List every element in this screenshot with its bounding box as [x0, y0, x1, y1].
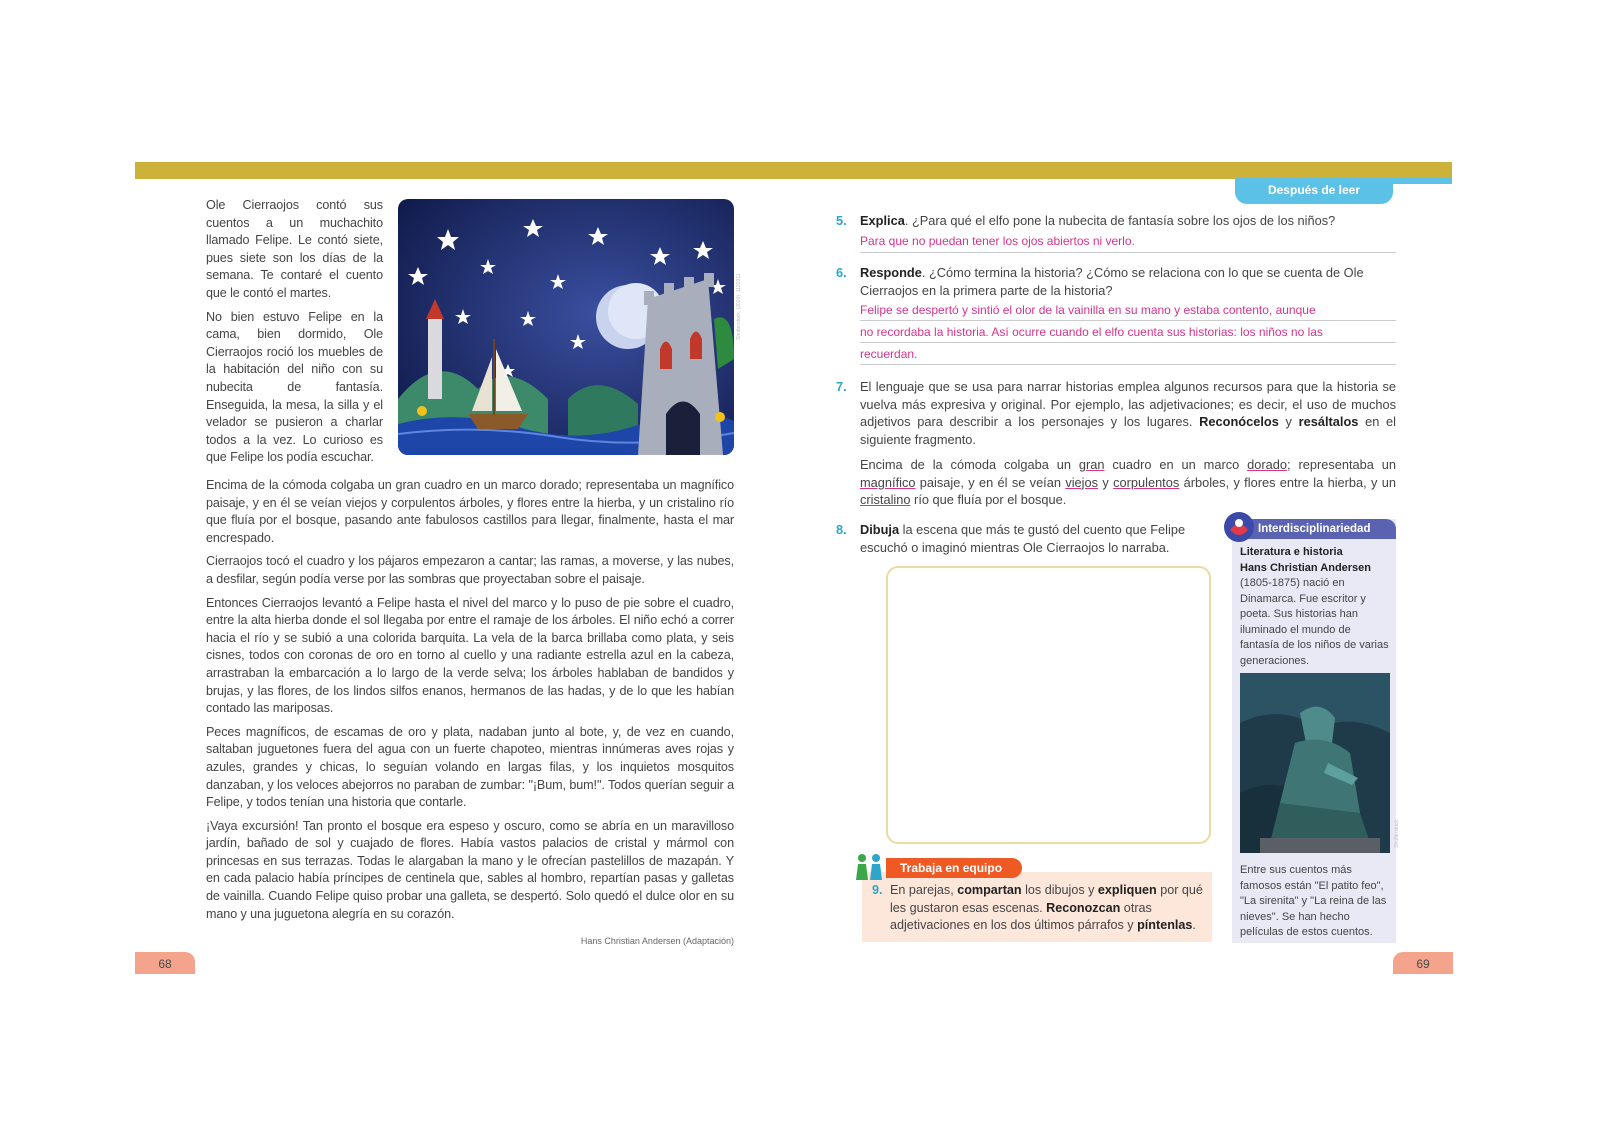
highlighted-adjective[interactable]: magnífico	[860, 474, 916, 490]
question-keyword: Dibuja	[860, 522, 900, 537]
highlighted-adjective[interactable]: cristalino	[860, 492, 911, 507]
top-color-bar	[135, 162, 1452, 179]
team-text-segment: por qué les gustaron esas escenas.	[890, 883, 1203, 915]
interdisciplinary-title: Literatura e historia	[1240, 546, 1343, 558]
question-text: en el siguiente fragmento.	[860, 414, 1397, 447]
night-castle-illustration	[398, 199, 734, 455]
question-number: 9.	[872, 883, 883, 897]
question-keyword: Explica	[860, 213, 905, 228]
highlighted-adjective[interactable]: viejos	[1065, 474, 1099, 490]
story-paragraph: Ole Cierraojos contó sus cuentos a un muchachito llamado Felipe. Le contó siete, pues siete son los días de la semana. Te contaré el cuento que le contó el martes.	[206, 198, 383, 300]
team-keyword: Reconozcan	[1046, 900, 1121, 915]
interdisciplinary-subtitle: Hans Christian Andersen	[1240, 561, 1372, 574]
story-paragraph: Encima de la cómoda colgaba un gran cuadro en un marco dorado; representaba un magnífico paisaje, y en él se veían viejos y corpulentos árboles, y flores entre la hierba, y un cristalino río que fluía por el bosque, pasando ante fabulosos castillos para llegar, finalmente, hasta el mar encrespado.	[206, 478, 734, 545]
andersen-statue-photo	[1240, 673, 1390, 853]
answer-line[interactable]: Para que no puedan tener los ojos abiertos ni verlo.	[860, 230, 1396, 253]
interdisciplinary-footer: Entre sus cuentos más famosos están "El patito feo", "La sirenita" y "La reina de las nieves". Se han hecho películas de estos cuentos.	[1240, 864, 1387, 938]
page-number-left: 68	[135, 952, 195, 974]
highlighted-adjective[interactable]: corpulentos	[1113, 474, 1180, 490]
story-paragraph: ¡Vaya excursión! Tan pronto el bosque era espeso y oscuro, como se abría en un maravilloso jardín, bañado de sol y cuajado de flores. Había vastos palacios de cristal y mármol con princesas en sus terrazas. Todas le alargaban la mano y le ofrecían pastelillos de mazapán. Y en cada palacio había príncipes de centinela que, sables al hombro, repartían pasas y galletas de vainilla. Cuando Felipe quiso probar una galleta, se despertó. Solo quedó el dulce olor en su mano y una juguetona alegría en su corazón.	[206, 818, 734, 921]
question-7	[836, 378, 1397, 509]
photo-credit: Shutterstock	[1394, 820, 1400, 848]
question-number: 6.	[836, 265, 847, 280]
interdisciplinary-bio: (1805-1875) nació en Dinamarca. Fue escritor y poeta. Sus historias han iluminado el mundo de fantasía de los niños de varias generaciones.	[1240, 577, 1389, 667]
question-number: 7.	[836, 379, 847, 394]
story-narrow-column	[206, 197, 383, 473]
question-text: y	[1278, 414, 1299, 429]
story-illustration	[398, 199, 734, 455]
highlighted-adjective[interactable]: dorado;	[1247, 457, 1291, 472]
page-number-right: 69	[1393, 952, 1453, 974]
story-wide-column	[206, 477, 734, 929]
interdisciplinary-badge-icon	[1222, 510, 1256, 544]
fragment-segment: representaba un	[1290, 457, 1396, 472]
answer-line[interactable]: recuerdan.	[860, 343, 1396, 365]
question-keyword: Reconócelos	[1199, 414, 1279, 429]
fragment-segment: y	[1098, 474, 1114, 490]
question-number: 8.	[836, 522, 847, 537]
question-keyword: Responde	[860, 265, 922, 280]
question-text: . ¿Cómo termina la historia? ¿Cómo se relaciona con lo que se cuenta de Ole Cierraojos en la primera parte de la historia?	[860, 265, 1364, 298]
question-text: . ¿Para qué el elfo pone la nubecita de fantasía sobre los ojos de los niños?	[904, 213, 1336, 228]
team-text-segment: .	[1192, 918, 1196, 932]
team-keyword: compartan	[957, 883, 1022, 897]
team-work-box	[862, 858, 1212, 942]
interdisciplinary-tab: Interdisciplinariedad	[1248, 519, 1396, 539]
question-text: la escena que más te gustó del cuento que Felipe escuchó o imaginó mientras Ole Cierraojos lo narraba.	[860, 522, 1186, 555]
answer-line[interactable]: Felipe se despertó y sintió el olor de la vainilla en su mano y estaba contento, aunque	[860, 299, 1396, 321]
answer-block	[860, 299, 1396, 365]
team-people-icon	[852, 852, 886, 882]
highlighted-adjective[interactable]: gran	[1078, 457, 1105, 472]
story-paragraph: Cierraojos tocó el cuadro y los pájaros empezaron a cantar; las ramas, a moverse, y las nubes, a desfilar, según podía verse por las sombras que proyectaban sobre el paisaje.	[206, 554, 734, 586]
question-5	[836, 212, 1396, 253]
team-work-tab: Trabaja en equipo	[886, 858, 1022, 878]
fragment-segment: cuadro en un marco	[1104, 457, 1248, 472]
illustration-credit: Shutterstock, (2020). 1120311	[736, 273, 742, 340]
section-tab-despues-de-leer: Después de leer	[1235, 178, 1393, 204]
question-number: 5.	[836, 213, 847, 228]
question-text: El lenguaje que se usa para narrar historias emplea algunos recursos para que la historia se vuelva más expresiva y original. Por ejemplo, las adjetivaciones; es decir, el uso de muchos adjetivos para describir a los personajes y los lugares.	[860, 379, 1396, 429]
team-text-segment: En parejas,	[890, 883, 958, 897]
question-keyword: resáltalos	[1298, 414, 1359, 429]
fragment-segment: Encima de la cómoda colgaba un	[860, 457, 1079, 472]
story-paragraph: No bien estuvo Felipe en la cama, bien dormido, Ole Cierraojos roció los muebles de la habitación del niño con su nubecita de fantasía. Enseguida, la mesa, la silla y el velador se pusieron a charlar todos a la vez. Lo curioso es que Felipe los podía escuchar.	[206, 309, 383, 465]
statue-image	[1240, 673, 1390, 853]
team-text-segment: los dibujos y	[1021, 883, 1098, 897]
fragment-text	[860, 456, 1396, 509]
answer-line[interactable]: no recordaba la historia. Así ocurre cuando el elfo cuenta sus historias: los niños no las	[860, 321, 1396, 343]
story-credit: Hans Christian Andersen (Adaptación)	[580, 936, 734, 946]
question-6	[836, 264, 1396, 365]
team-text-segment: otras adjetivaciones en los dos últimos párrafos y	[890, 900, 1152, 932]
fragment-segment: árboles, y flores entre la hierba, y un	[1179, 474, 1396, 490]
team-keyword: píntenlas	[1137, 918, 1193, 932]
fragment-segment: paisaje, y en él se veían	[915, 474, 1066, 490]
story-paragraph: Peces magníficos, de escamas de oro y plata, nadaban junto al bote, y, de vez en cuando, saltaban juguetones fuera del agua con un fuerte chapoteo, mientras innúmeras aves rojas y azules, grandes y chicas, lo seguían volando en largas filas, y los inquietos mosquitos danzaban, y los veloces abejorros no paraban de zumbar: "¡Bum, bum!". Todos querían seguir a Felipe, y todos tenían una historia que contarle.	[206, 724, 734, 810]
drawing-area[interactable]	[886, 566, 1211, 844]
fragment-segment: río que fluía por el bosque.	[910, 492, 1067, 507]
section-tab-line	[1393, 178, 1452, 184]
question-8	[836, 521, 1214, 556]
team-keyword: expliquen	[1097, 883, 1157, 897]
team-work-instructions	[872, 882, 1206, 935]
interdisciplinary-content	[1240, 545, 1392, 669]
story-paragraph: Entonces Cierraojos levantó a Felipe hasta el nivel del marco y lo puso de pie sobre el cuadro, entre la alta hierba donde el sol llegaba por entre el ramaje de los árboles. El niño echó a correr hacia el río y se subió a una colorida barquita. La vela de la barca brillaba como plata, y seis cisnes, todos con coronas de oro en torno al cuello y una radiante estrella azul en la cabeza, arrastraban la embarcación a lo largo de la verde selva; los árboles hablaban de bandidos y brujas, y las flores, de los lindos silfos enanos, hermanos de las hadas, y de lo que les habían contado las mariposas.	[206, 595, 734, 716]
